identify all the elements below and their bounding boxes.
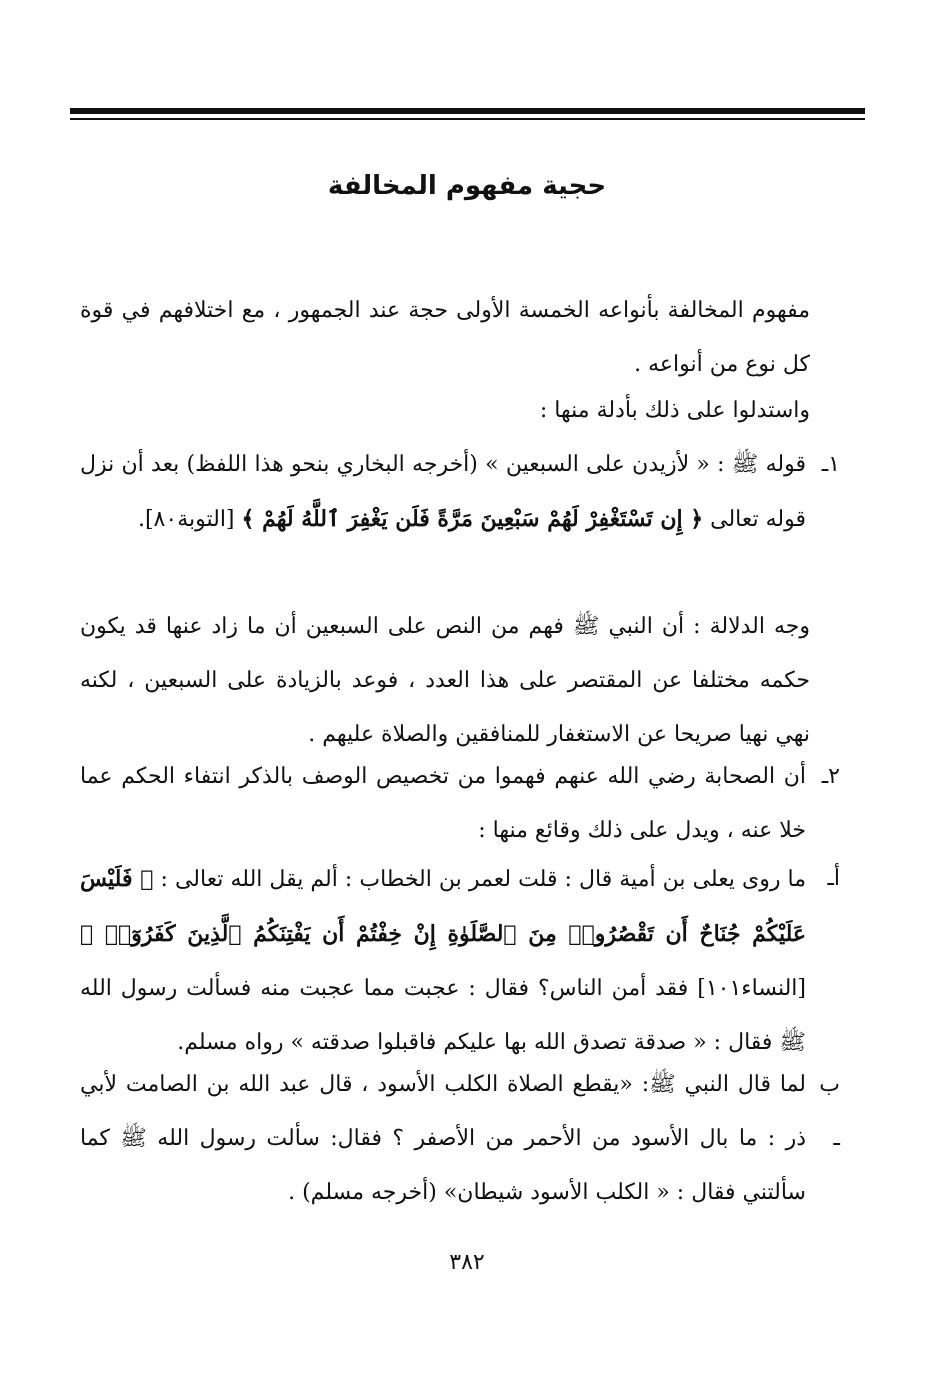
list-item-body: [80, 438, 806, 547]
quran-verse: ﴿ إِن تَسْتَغْفِرْ لَهُمْ سَبْعِينَ مَرَّةً فَلَن يَغْفِرَ ٱللَّهُ لَهُمْ ﴾: [241, 506, 704, 532]
list-marker: ب ـ: [819, 1072, 840, 1151]
reasoning-paragraph: وجه الدلالة : أن النبي ﷺ فهم من النص على السبعين أن ما زاد عنها قد يكون حكمه مختلفا عن المقتصر على هذا العدد ، فوعد بالزيادة على السبعين ، لكنه نهي نهيا صريحا عن الاستغفار للمنافقين والصلاة عليهم .: [80, 614, 810, 747]
header-rule-thick: [70, 108, 865, 114]
page-number: ٣٨٢: [449, 1250, 485, 1275]
list-item-body: أن الصحابة رضي الله عنهم فهموا من تخصيص الوصف بالذكر انتفاء الحكم عما خلا عنه ، ويدل على ذلك وقائع منها :: [80, 764, 806, 843]
verse-reference: [التوبة٨٠].: [137, 507, 235, 532]
list-marker: ١ـ: [821, 452, 840, 477]
list-item-text: قوله ﷺ : « لأزيدن على السبعين » (أخرجه البخاري بنحو هذا اللفظ) بعد أن نزل قوله تعالى: [80, 452, 806, 532]
list-item-2: [80, 750, 840, 858]
intro-paragraph: مفهوم المخالفة بأنواعه الخمسة الأولى حجة عند الجمهور ، مع اختلافهم في قوة كل نوع من أنواعه .: [80, 298, 810, 377]
list-item-body: [80, 852, 806, 1070]
list-item-a: [80, 852, 840, 1070]
evidence-intro-paragraph: واستدلوا على ذلك بأدلة منها :: [539, 398, 810, 423]
list-marker: أـ: [827, 866, 840, 891]
list-item-text: [النساء١٠١] فقد أمن الناس؟ فقال : عجبت مما عجبت منه فسألت رسول الله ﷺ فقال : « صدقة تصدق الله بها عليكم فاقبلوا صدقته » رواه مسلم.: [80, 976, 806, 1055]
page-title: حجية مفهوم المخالفة: [327, 171, 607, 201]
list-item-text: ما روى يعلى بن أمية قال : قلت لعمر بن الخطاب : ألم يقل الله تعالى :: [160, 867, 806, 892]
header-rule-thin: [70, 118, 865, 120]
quran-verse: ﴿ فَلَيْسَ عَلَيْكُمْ جُنَاحٌ أَن تَقْصُرُوا۟ مِنَ ٱلصَّلَوٰةِ إِنْ خِفْتُمْ أَن يَفْتِنَكُمُ ٱلَّذِينَ كَفَرُوٓا۟ ﴾: [80, 866, 806, 947]
list-item-b: [80, 1058, 840, 1220]
list-marker: ٢ـ: [821, 764, 840, 789]
list-item-1: [80, 438, 840, 547]
list-item-body: لما قال النبي ﷺ: «يقطع الصلاة الكلب الأسود ، قال عبد الله بن الصامت لأبي ذر : ما بال الأسود من الأحمر من الأصفر ؟ فقال: سألت رسول الله ﷺ كما سألتني فقال : « الكلب الأسود شيطان» (أخرجه مسلم) .: [80, 1072, 806, 1205]
